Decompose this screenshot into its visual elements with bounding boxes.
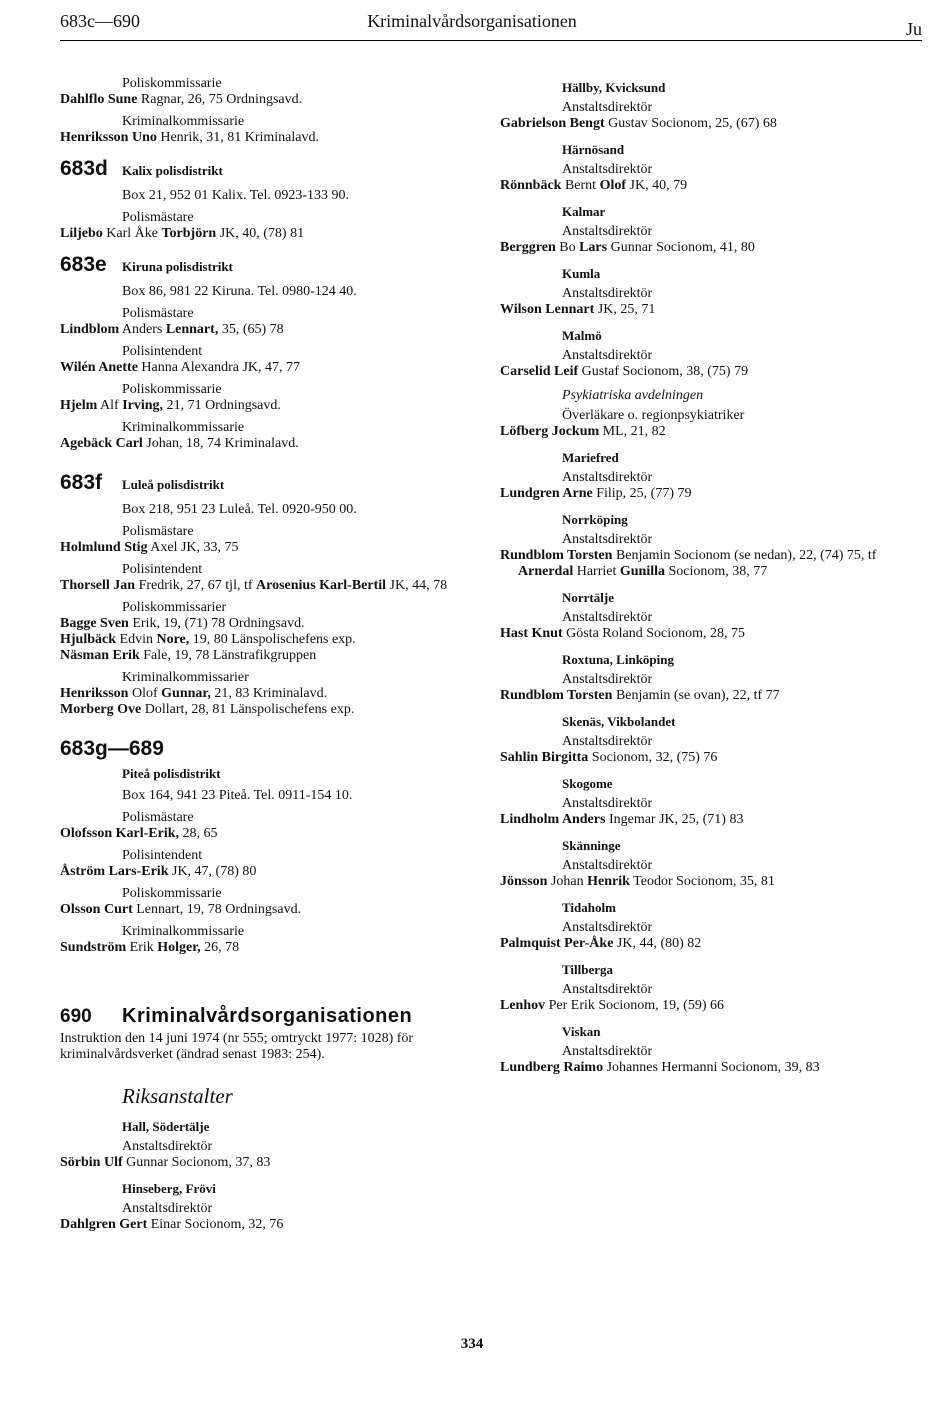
person-entry: Sörbin Ulf Gunnar Socionom, 37, 83: [60, 1155, 271, 1170]
position-title: Anstaltsdirektör: [562, 672, 653, 687]
position-title: Anstaltsdirektör: [122, 1201, 213, 1216]
header-title: Kriminalvårdsorganisationen: [367, 11, 577, 31]
person-entry: Lindblom Anders Lennart, 35, (65) 78: [60, 322, 284, 337]
position-title: Anstaltsdirektör: [562, 286, 653, 301]
position-title: Anstaltsdirektör: [562, 224, 653, 239]
person-entry: Olofsson Karl-Erik, 28, 65: [60, 826, 218, 841]
person-entry: Lundgren Arne Filip, 25, (77) 79: [500, 486, 692, 501]
institution-name: Roxtuna, Linköping: [562, 652, 674, 667]
person-entry: Agebäck Carl Johan, 18, 74 Kriminalavd.: [60, 436, 299, 451]
institution-name: Skänninge: [562, 838, 621, 853]
institution-name: Skenäs, Vikbolandet: [562, 714, 676, 729]
person-entry: Lindholm Anders Ingemar JK, 25, (71) 83: [500, 812, 744, 827]
position-title: Poliskommissarie: [122, 382, 222, 397]
person-entry: Hast Knut Gösta Roland Socionom, 28, 75: [500, 626, 746, 641]
position-title: Polismästare: [122, 810, 194, 825]
section-683f-heading: 683f Luleå polisdistrikt: [60, 471, 225, 494]
position-title: Poliskommissarier: [122, 600, 227, 615]
person-entry: Lenhov Per Erik Socionom, 19, (59) 66: [500, 998, 724, 1013]
position-title: Poliskommissarie: [122, 76, 222, 91]
institution-name: Skogome: [562, 776, 613, 791]
person-entry: Rundblom Torsten Benjamin Socionom (se nedan), 22, (74) 75, tf Arnerdal Harriet Gunilla Socionom, 38, 77: [500, 548, 877, 579]
institution-name: Viskan: [562, 1024, 601, 1039]
district-address: Box 164, 941 23 Piteå. Tel. 0911-154 10.: [122, 788, 353, 803]
position-title: Polisintendent: [122, 344, 203, 359]
position-title: Anstaltsdirektör: [562, 100, 653, 115]
subsection-heading: Riksanstalter: [122, 1084, 233, 1108]
position-title: Kriminalkommissarier: [122, 670, 249, 685]
header-section-range: 683c—690: [60, 11, 140, 31]
district-name: Piteå polisdistrikt: [122, 766, 221, 781]
position-title: Kriminalkommissarie: [122, 114, 245, 129]
person-entry: Thorsell Jan Fredrik, 27, 67 tjl, tf Arosenius Karl-Bertil JK, 44, 78: [60, 578, 448, 593]
institution-name: Hall, Södertälje: [122, 1119, 210, 1134]
institution-name: Tillberga: [562, 962, 614, 977]
person-entry: Wilson Lennart JK, 25, 71: [500, 302, 656, 317]
district-address: Box 21, 952 01 Kalix. Tel. 0923-133 90.: [122, 188, 350, 203]
position-title: Anstaltsdirektör: [562, 1044, 653, 1059]
person-entry: Sundström Erik Holger, 26, 78: [60, 940, 240, 955]
institution-name: Hinseberg, Frövi: [122, 1181, 216, 1196]
position-title: Polismästare: [122, 210, 194, 225]
position-title: Anstaltsdirektör: [562, 920, 653, 935]
position-title: Anstaltsdirektör: [562, 532, 653, 547]
person-entry: Morberg Ove Dollart, 28, 81 Länspolischefens exp.: [60, 702, 355, 717]
person-entry: Dahlflo Sune Ragnar, 26, 75 Ordningsavd.: [60, 92, 303, 107]
institution-name: Kumla: [562, 266, 601, 281]
position-title: Anstaltsdirektör: [562, 470, 653, 485]
position-title: Överläkare o. regionpsykiatriker: [562, 408, 745, 423]
position-title: Poliskommissarie: [122, 886, 222, 901]
section-690-heading: 690 Kriminalvårdsorganisationen: [60, 1005, 413, 1027]
department-name: Psykiatriska avdelningen: [562, 388, 704, 403]
position-title: Anstaltsdirektör: [562, 982, 653, 997]
person-entry: Wilén Anette Hanna Alexandra JK, 47, 77: [60, 360, 301, 375]
position-title: Polisintendent: [122, 848, 203, 863]
person-entry: Gabrielson Bengt Gustav Socionom, 25, (67) 68: [500, 116, 777, 131]
person-entry: Olsson Curt Lennart, 19, 78 Ordningsavd.: [60, 902, 302, 917]
institution-name: Norrtälje: [562, 590, 614, 605]
institution-name: Hällby, Kvicksund: [562, 80, 666, 95]
institution-name: Tidaholm: [562, 900, 616, 915]
person-entry: Jönsson Johan Henrik Teodor Socionom, 35, 81: [500, 874, 775, 889]
person-entry: Henriksson Olof Gunnar, 21, 83 Kriminalavd.: [60, 686, 328, 701]
person-entry: Löfberg Jockum ML, 21, 82: [500, 424, 666, 439]
page-number: 334: [460, 1336, 484, 1352]
position-title: Anstaltsdirektör: [562, 858, 653, 873]
person-entry: Hjulbäck Edvin Nore, 19, 80 Länspolischefens exp.: [60, 632, 356, 647]
section-683d-heading: 683d Kalix polisdistrikt: [60, 157, 223, 180]
institution-name: Mariefred: [562, 450, 619, 465]
position-title: Anstaltsdirektör: [562, 610, 653, 625]
person-entry: Sahlin Birgitta Socionom, 32, (75) 76: [500, 750, 718, 765]
institution-name: Norrköping: [562, 512, 628, 527]
person-entry: Carselid Leif Gustaf Socionom, 38, (75) 79: [500, 364, 749, 379]
district-address: Box 86, 981 22 Kiruna. Tel. 0980-124 40.: [122, 284, 357, 299]
person-entry: Henriksson Uno Henrik, 31, 81 Kriminalavd.: [60, 130, 319, 145]
person-entry: Dahlgren Gert Einar Socionom, 32, 76: [60, 1217, 284, 1232]
institution-name: Malmö: [562, 328, 602, 343]
person-entry: Rönnbäck Bernt Olof JK, 40, 79: [500, 178, 688, 193]
institution-name: Kalmar: [562, 204, 606, 219]
position-title: Anstaltsdirektör: [562, 734, 653, 749]
institution-name: Härnösand: [562, 142, 625, 157]
position-title: Polismästare: [122, 306, 194, 321]
position-title: Kriminalkommissarie: [122, 420, 245, 435]
person-entry: Liljebo Karl Åke Torbjörn JK, 40, (78) 81: [60, 226, 305, 241]
person-entry: Rundblom Torsten Benjamin (se ovan), 22, tf 77: [500, 688, 780, 703]
person-entry: Lundberg Raimo Johannes Hermanni Socionom, 39, 83: [500, 1060, 820, 1075]
section-683g-heading: 683g—689: [60, 737, 164, 760]
position-title: Polisintendent: [122, 562, 203, 577]
header-ministry: Ju: [905, 19, 922, 39]
position-title: Kriminalkommissarie: [122, 924, 245, 939]
person-entry: Bagge Sven Erik, 19, (71) 78 Ordningsavd.: [60, 616, 305, 631]
position-title: Anstaltsdirektör: [562, 162, 653, 177]
position-title: Polismästare: [122, 524, 194, 539]
left-column: [60, 76, 480, 1233]
person-entry: Åström Lars-Erik JK, 47, (78) 80: [60, 864, 257, 879]
right-column: [500, 80, 922, 1076]
position-title: Anstaltsdirektör: [562, 796, 653, 811]
section-683e-heading: 683e Kiruna polisdistrikt: [60, 253, 233, 276]
person-entry: Hjelm Alf Irving, 21, 71 Ordningsavd.: [60, 398, 281, 413]
position-title: Anstaltsdirektör: [562, 348, 653, 363]
district-address: Box 218, 951 23 Luleå. Tel. 0920-950 00.: [122, 502, 357, 517]
instruction-paragraph: Instruktion den 14 juni 1974 (nr 555; omtryckt 1977: 1028) för kriminalvårdsverket (ändrad senast 1983: 254).: [60, 1031, 414, 1062]
person-entry: Näsman Erik Fale, 19, 78 Länstrafikgruppen: [60, 648, 317, 663]
person-entry: Berggren Bo Lars Gunnar Socionom, 41, 80: [500, 240, 755, 255]
header-rule: [60, 40, 922, 41]
position-title: Anstaltsdirektör: [122, 1139, 213, 1154]
person-entry: Holmlund Stig Axel JK, 33, 75: [60, 540, 239, 555]
person-entry: Palmquist Per-Åke JK, 44, (80) 82: [500, 936, 702, 951]
